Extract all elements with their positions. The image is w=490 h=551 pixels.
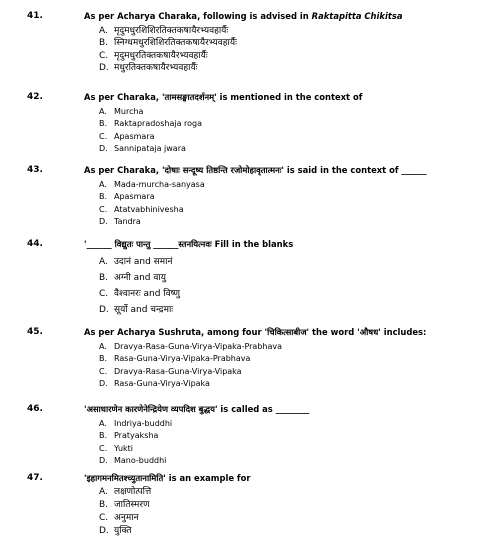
option-a: A. मृदुमधुरशिशिरतिक्तकषायैरभ्यवहार्यैः: [99, 26, 229, 36]
question-text-main: As per Acharya Charaka, following is advised in: [84, 11, 312, 21]
options-list: [99, 341, 282, 390]
option-c: C. Dravya-Rasa-Guna-Virya-Vipaka: [99, 366, 242, 376]
question-number: 43.: [27, 165, 43, 175]
options-list: [99, 25, 237, 74]
question-number: 46.: [27, 404, 43, 414]
option-d: D. Sannipataja jwara: [99, 143, 186, 153]
option-d: D. Tandra: [99, 216, 141, 226]
options-list: [99, 254, 180, 318]
option-b: B. स्निग्धमधुरशिशिरतिक्तकषायैरभ्यवहार्यैः: [99, 38, 237, 49]
options-list: [99, 418, 172, 467]
question-text-italic: Raktapitta Chikitsa: [311, 11, 403, 21]
question-text: 'असाधारणेन कारणेनेन्द्रियेण व्यपदिश बुद्धय' is called as ________: [84, 404, 310, 414]
option-c: C. वैश्वानरः and विष्णु: [99, 289, 181, 299]
option-a: A. Dravya-Rasa-Guna-Virya-Vipaka-Prabhava: [99, 342, 283, 351]
option-b: B. अग्नी and वायु: [99, 273, 166, 283]
question-number: 41.: [27, 11, 43, 21]
option-a: A. लक्षणोत्पत्ति: [99, 487, 152, 497]
question-text: As per Charaka, 'तामसङ्घातदर्शनम्' is mentioned in the context of: [84, 92, 363, 102]
option-b: B. Apasmara: [99, 192, 155, 202]
question-number: 42.: [27, 92, 43, 102]
option-a: A. उदानं and समानं: [99, 257, 173, 267]
question-number: 44.: [27, 239, 43, 249]
options-list: [99, 486, 151, 538]
option-c: C. Atatvabhinivesha: [99, 204, 184, 214]
options-list: [99, 106, 202, 155]
question-number: 45.: [27, 327, 43, 337]
question-number: 47.: [27, 473, 43, 483]
option-c: C. मृदुमधुरतिक्तकषायैरभ्यवहार्यैः: [99, 50, 208, 61]
option-c: C. अनुमान: [99, 513, 139, 523]
option-b: B. Rasa-Guna-Virya-Vipaka-Prabhava: [99, 354, 251, 364]
option-c: C. Apasmara: [99, 131, 155, 141]
option-a: A. Indriya-buddhi: [99, 419, 173, 428]
question-text: As per Acharya Sushruta, among four 'चिकित्साबीज' the word 'औषध' includes:: [84, 327, 427, 337]
option-d: D. युक्ति: [99, 526, 132, 536]
option-b: B. Raktapradoshaja roga: [99, 119, 202, 129]
question-text: As per Charaka, 'दोषाः सन्दूष्य तिष्ठन्ति रजोमोहावृतात्मनः' is said in the context of ______: [84, 165, 427, 175]
question-text: [84, 11, 484, 21]
option-d: D. मधुरतिक्तकषायैरभ्यवहार्यैः: [99, 62, 198, 73]
option-a: A. Murcha: [99, 107, 144, 116]
option-d: D. Rasa-Guna-Virya-Vipaka: [99, 378, 210, 388]
option-b: B. जातिस्मरण: [99, 500, 150, 510]
options-list: [99, 179, 205, 228]
question-text: '______ विद्युतः पान्तु ______स्तनयित्नवः Fill in the blanks: [84, 239, 294, 249]
option-b: B. Pratyaksha: [99, 431, 159, 441]
question-text: 'इहागमनमितश्च्युतानामिति' is an example for: [84, 473, 251, 483]
option-d: D. Mano-buddhi: [99, 455, 167, 465]
option-c: C. Yukti: [99, 443, 134, 453]
option-d: D. सूर्यो and चन्द्रमाः: [99, 305, 174, 315]
option-a: A. Mada-murcha-sanyasa: [99, 180, 205, 189]
